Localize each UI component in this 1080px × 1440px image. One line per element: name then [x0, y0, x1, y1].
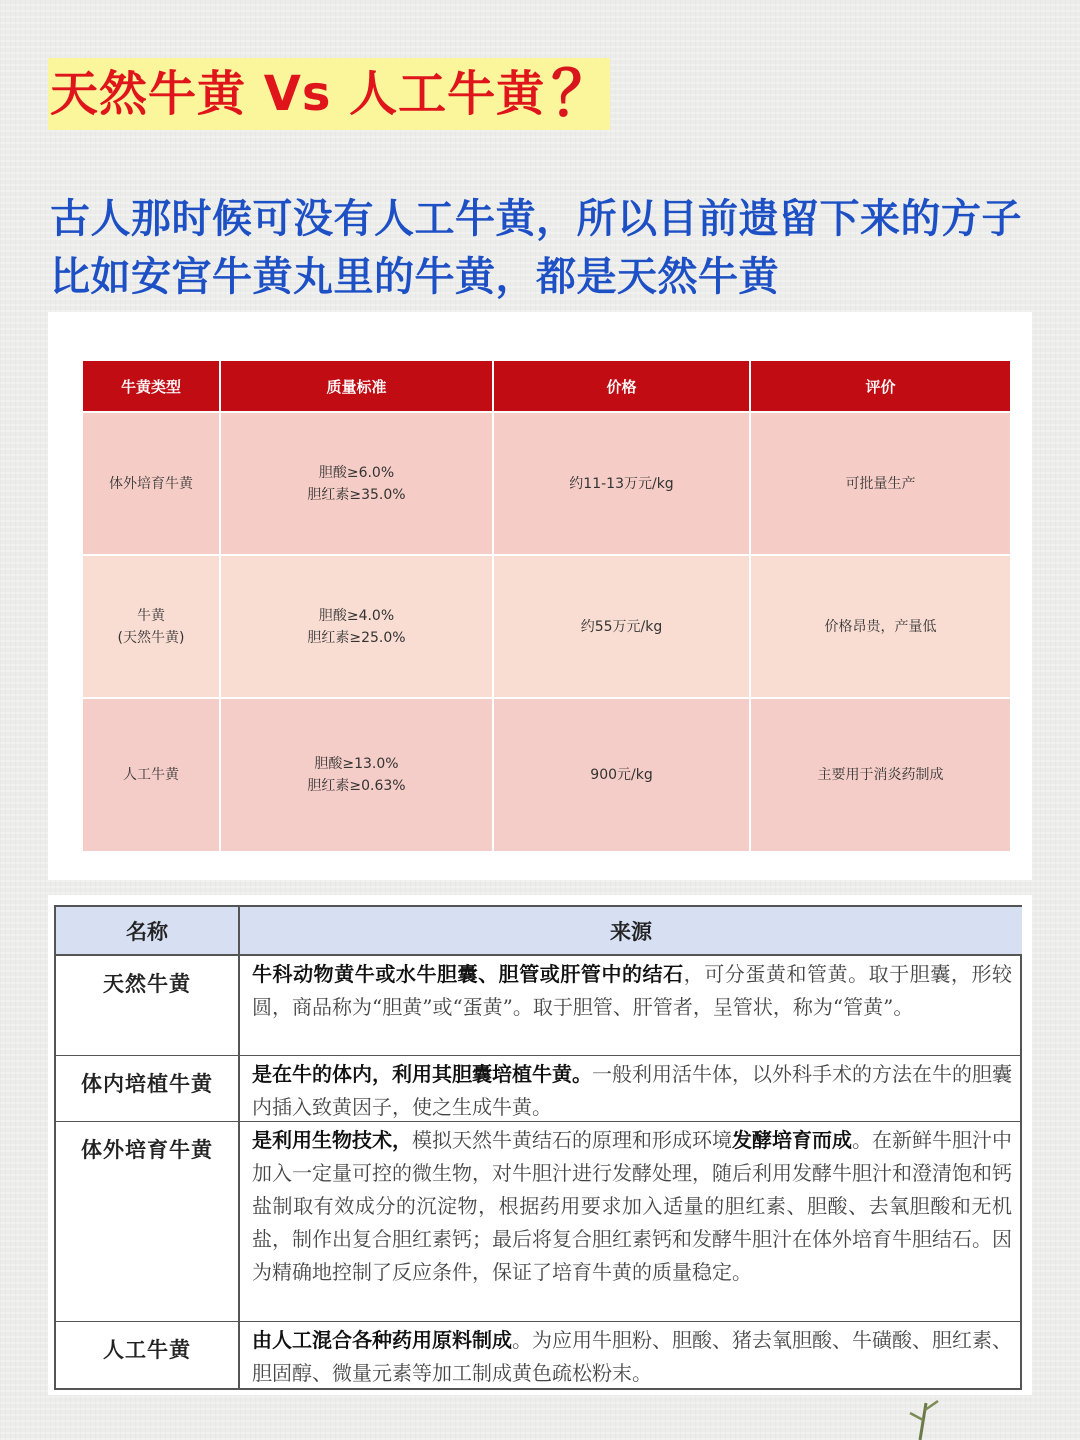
row-name: 体内培植牛黄: [56, 1056, 240, 1122]
row-name: 人工牛黄: [56, 1322, 240, 1388]
row-source: 牛科动物黄牛或水牛胆囊、胆管或肝管中的结石，可分蛋黄和管黄。取于胆囊，形较圆，商品称为“胆黄”或“蛋黄”。取于胆管、肝管者，呈管状，称为“管黄”。: [240, 956, 1022, 1056]
cell-type: 体外培育牛黄: [83, 413, 219, 554]
cell-comment: 主要用于消炎药制成: [751, 699, 1010, 851]
cell-standard: 胆酸≥13.0% 胆红素≥0.63%: [221, 699, 492, 851]
cell-price: 约55万元/kg: [494, 556, 749, 697]
row-name: 体外培育牛黄: [56, 1122, 240, 1322]
row-source: 是利用生物技术，模拟天然牛黄结石的原理和形成环境发酵培育而成。在新鲜牛胆汁中加入一定量可控的微生物，对牛胆汁进行发酵处理，随后利用发酵牛胆汁和澄清饱和钙盐制取有效成分的沉淀物，根据药用要求加入适量的胆红素、胆酸、去氧胆酸和无机盐，制作出复合胆红素钙；最后将复合胆红素钙和发酵牛胆汁在体外培育牛胆结石。因为精确地控制了反应条件，保证了培育牛黄的质量稳定。: [240, 1122, 1022, 1322]
page-subtitle: 古人那时候可没有人工牛黄，所以目前遗留下来的方子比如安宫牛黄丸里的牛黄，都是天然牛黄: [50, 196, 1022, 300]
question-mark: ？: [551, 57, 614, 130]
cell-comment: 可批量生产: [751, 413, 1010, 554]
cell-price: 900元/kg: [494, 699, 749, 851]
source-table: [54, 905, 1022, 1390]
cell-standard: 胆酸≥6.0% 胆红素≥35.0%: [221, 413, 492, 554]
comparison-panel: [48, 312, 1032, 880]
header-price: 价格: [494, 361, 749, 411]
title-highlight: [48, 57, 614, 130]
cell-comment: 价格昂贵，产量低: [751, 556, 1010, 697]
header-comment: 评价: [751, 361, 1010, 411]
comparison-table: [83, 361, 1004, 851]
plant-sprig-icon: [890, 1395, 950, 1440]
cell-price: 约11-13万元/kg: [494, 413, 749, 554]
row-name: 天然牛黄: [56, 956, 240, 1056]
row-source: 由人工混合各种药用原料制成。为应用牛胆粉、胆酸、猪去氧胆酸、牛磺酸、胆红素、胆固醇、微量元素等加工制成黄色疏松粉末。: [252, 1328, 1012, 1385]
cell-type: 牛黄 (天然牛黄): [83, 556, 219, 697]
source-panel: [48, 895, 1032, 1395]
row-source: 是在牛的体内，利用其胆囊培植牛黄。一般利用活牛体，以外科手术的方法在牛的胆囊内插入致黄因子，使之生成牛黄。: [240, 1056, 1022, 1122]
header-source: 来源: [240, 907, 1022, 956]
header-type: 牛黄类型: [83, 361, 219, 411]
cell-type: 人工牛黄: [83, 699, 219, 851]
header-standard: 质量标准: [221, 361, 492, 411]
page-title: 天然牛黄 Vs 人工牛黄: [50, 66, 546, 122]
header-name: 名称: [56, 907, 240, 956]
cell-standard: 胆酸≥4.0% 胆红素≥25.0%: [221, 556, 492, 697]
